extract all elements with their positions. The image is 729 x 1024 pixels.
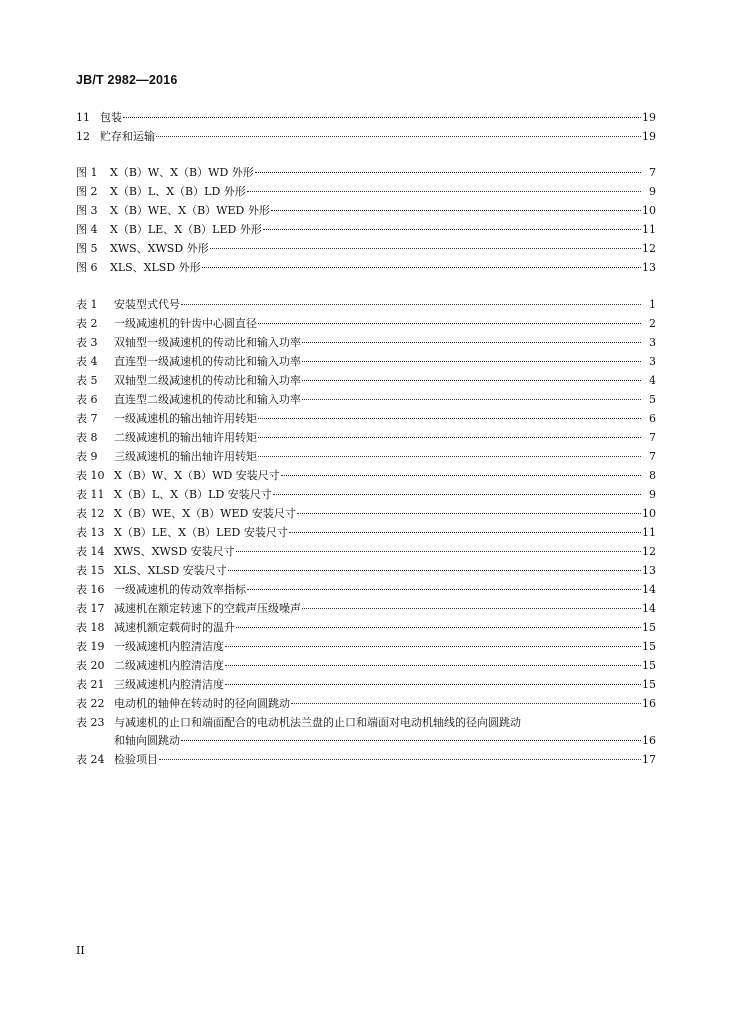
toc-entry-title: 贮存和运输 xyxy=(100,130,155,143)
dot-leader xyxy=(258,417,641,419)
toc-entry-page: 11 xyxy=(642,223,656,236)
toc-entry-table-12[interactable] xyxy=(76,504,656,523)
toc-tables-list xyxy=(76,295,656,713)
toc-entry-page: 10 xyxy=(642,507,656,520)
toc-entry-title: XLS、XLSD 外形 xyxy=(110,261,201,274)
toc-tables-section xyxy=(76,295,656,769)
toc-entry-title: 减速机在额定转速下的空载声压级噪声 xyxy=(114,602,301,615)
toc-entry-table-22[interactable] xyxy=(76,694,656,713)
toc-entry-page: 15 xyxy=(642,640,656,653)
toc-entry-table-23[interactable] xyxy=(76,713,656,732)
toc-entry-title: X（B）LE、X（B）LED 外形 xyxy=(110,223,262,236)
toc-entry-number: 表 1 xyxy=(76,298,98,311)
toc-entry-table-11[interactable] xyxy=(76,485,656,504)
toc-entry-page: 9 xyxy=(649,185,656,198)
dot-leader xyxy=(291,702,641,704)
toc-entry-number: 表 24 xyxy=(76,753,105,766)
toc-entry-page: 17 xyxy=(642,753,656,766)
toc-entry-figure-1[interactable] xyxy=(76,163,656,182)
dot-leader xyxy=(263,228,641,230)
toc-entry-title: 减速机额定载荷时的温升 xyxy=(114,621,235,634)
dot-leader xyxy=(302,607,641,609)
toc-entry-table-20[interactable] xyxy=(76,656,656,675)
toc-entry-page: 12 xyxy=(642,545,656,558)
toc-entry-number: 表 5 xyxy=(76,374,98,387)
toc-entry-title: 三级减速机内腔清洁度 xyxy=(114,678,224,691)
toc-entry-page: 15 xyxy=(642,621,656,634)
toc-entry-table-21[interactable] xyxy=(76,675,656,694)
toc-entry-number: 表 2 xyxy=(76,317,98,330)
toc-entry-number: 图 5 xyxy=(76,242,98,255)
dot-leader xyxy=(225,683,641,685)
toc-entry-number: 表 11 xyxy=(76,488,105,501)
toc-entry-number: 图 2 xyxy=(76,185,98,198)
toc-entry-title: X（B）W、X（B）WD 安装尺寸 xyxy=(114,469,280,482)
toc-entry-table-15[interactable] xyxy=(76,561,656,580)
toc-entry-title: 一级减速机内腔清洁度 xyxy=(114,640,224,653)
toc-entry-title: XWS、XWSD 安装尺寸 xyxy=(114,545,235,558)
page-number-footer: II xyxy=(76,944,85,957)
toc-entry-table-10[interactable] xyxy=(76,466,656,485)
toc-entry-clause-2[interactable] xyxy=(76,127,656,146)
toc-entry-page: 13 xyxy=(642,261,656,274)
toc-entry-title: 检验项目 xyxy=(114,753,158,766)
dot-leader xyxy=(297,512,641,514)
toc-entry-title: X（B）L、X（B）LD 安装尺寸 xyxy=(114,488,272,501)
toc-entry-table-7[interactable] xyxy=(76,409,656,428)
toc-entry-title: X（B）L、X（B）LD 外形 xyxy=(110,185,246,198)
toc-entry-page: 3 xyxy=(649,355,656,368)
toc-entry-page: 8 xyxy=(649,469,656,482)
toc-entry-figure-4[interactable] xyxy=(76,220,656,239)
toc-entry-number: 11 xyxy=(76,111,90,124)
toc-entry-page: 2 xyxy=(649,317,656,330)
dot-leader xyxy=(156,135,641,137)
toc-entry-page: 16 xyxy=(642,734,656,747)
toc-entry-title: 一级减速机的输出轴许用转矩 xyxy=(114,412,257,425)
toc-entry-number: 表 4 xyxy=(76,355,98,368)
toc-entry-number: 表 8 xyxy=(76,431,98,444)
toc-entry-table-19[interactable] xyxy=(76,637,656,656)
dot-leader xyxy=(123,116,641,118)
toc-entry-number: 表 10 xyxy=(76,469,105,482)
toc-entry-number: 表 17 xyxy=(76,602,105,615)
toc-entry-page: 7 xyxy=(649,431,656,444)
toc-entry-figure-3[interactable] xyxy=(76,201,656,220)
dot-leader xyxy=(302,360,641,362)
toc-entry-page: 7 xyxy=(649,166,656,179)
toc-entry-title: 包装 xyxy=(100,111,122,124)
toc-entry-table-14[interactable] xyxy=(76,542,656,561)
toc-entry-number: 表 21 xyxy=(76,678,105,691)
toc-entry-table-5[interactable] xyxy=(76,371,656,390)
toc-entry-table-6[interactable] xyxy=(76,390,656,409)
dot-leader xyxy=(302,341,641,343)
toc-entry-page: 5 xyxy=(649,393,656,406)
toc-entry-title: 直连型二级减速机的传动比和输入功率 xyxy=(114,393,301,406)
toc-entry-title: 电动机的轴伸在转动时的径向圆跳动 xyxy=(114,697,290,710)
toc-entry-page: 16 xyxy=(642,697,656,710)
toc-entry-number: 表 7 xyxy=(76,412,98,425)
dot-leader xyxy=(181,303,641,305)
toc-entry-table-8[interactable] xyxy=(76,428,656,447)
toc-entry-title: 二级减速机内腔清洁度 xyxy=(114,659,224,672)
dot-leader xyxy=(271,209,641,211)
dot-leader xyxy=(247,190,641,192)
toc-entry-number: 表 22 xyxy=(76,697,105,710)
toc-entry-number: 表 14 xyxy=(76,545,105,558)
toc-entry-title: 与减速机的止口和端面配合的电动机法兰盘的止口和端面对电动机轴线的径向圆跳动 xyxy=(114,716,521,729)
toc-entry-table-13[interactable] xyxy=(76,523,656,542)
toc-entry-page: 14 xyxy=(642,602,656,615)
toc-entry-number: 图 1 xyxy=(76,166,98,179)
dot-leader xyxy=(247,588,641,590)
dot-leader xyxy=(273,493,641,495)
dot-leader xyxy=(258,436,641,438)
toc-entry-title: X（B）WE、X（B）WED 外形 xyxy=(110,204,270,217)
toc-entry-number: 表 23 xyxy=(76,716,105,729)
toc-entry-title: 安装型式代号 xyxy=(114,298,180,311)
toc-entry-page: 7 xyxy=(649,450,656,463)
standard-code-header: JB/T 2982—2016 xyxy=(76,73,178,87)
toc-entry-figure-6[interactable] xyxy=(76,258,656,277)
dot-leader xyxy=(258,322,641,324)
toc-entry-page: 12 xyxy=(642,242,656,255)
dot-leader xyxy=(210,247,641,249)
toc-entry-number: 表 15 xyxy=(76,564,105,577)
toc-entry-title: 直连型一级减速机的传动比和输入功率 xyxy=(114,355,301,368)
toc-entry-page: 1 xyxy=(649,298,656,311)
dot-leader xyxy=(302,398,641,400)
toc-entry-number: 表 20 xyxy=(76,659,105,672)
toc-entry-number: 图 6 xyxy=(76,261,98,274)
toc-entry-page: 4 xyxy=(649,374,656,387)
toc-entry-table-9[interactable] xyxy=(76,447,656,466)
toc-entry-title: 三级减速机的输出轴许用转矩 xyxy=(114,450,257,463)
dot-leader xyxy=(255,171,641,173)
dot-leader xyxy=(258,455,641,457)
toc-entry-title: 二级减速机的输出轴许用转矩 xyxy=(114,431,257,444)
toc-entry-table-17[interactable] xyxy=(76,599,656,618)
toc-entry-figure-5[interactable] xyxy=(76,239,656,258)
dot-leader xyxy=(159,758,641,760)
toc-entry-table-23-continuation[interactable] xyxy=(76,732,656,750)
toc-entry-title: X（B）LE、X（B）LED 安装尺寸 xyxy=(114,526,288,539)
toc-entry-table-24[interactable] xyxy=(76,750,656,769)
toc-entry-number: 表 12 xyxy=(76,507,105,520)
dot-leader xyxy=(202,266,641,268)
toc-clauses-section xyxy=(76,108,656,146)
toc-entry-page: 13 xyxy=(642,564,656,577)
toc-entry-number: 表 6 xyxy=(76,393,98,406)
toc-entry-title: X（B）W、X（B）WD 外形 xyxy=(110,166,254,179)
toc-entry-page: 15 xyxy=(642,659,656,672)
dot-leader xyxy=(289,531,641,533)
toc-entry-number: 表 13 xyxy=(76,526,105,539)
toc-entry-title: 双轴型二级减速机的传动比和输入功率 xyxy=(114,374,301,387)
toc-entry-table-3[interactable] xyxy=(76,333,656,352)
toc-entry-page: 6 xyxy=(649,412,656,425)
toc-entry-title: 一级减速机的针齿中心圆直径 xyxy=(114,317,257,330)
dot-leader xyxy=(225,664,641,666)
toc-entry-page: 11 xyxy=(642,526,656,539)
toc-entry-clause-1[interactable] xyxy=(76,108,656,127)
toc-entry-figure-2[interactable] xyxy=(76,182,656,201)
toc-entry-number: 表 9 xyxy=(76,450,98,463)
toc-entry-page: 14 xyxy=(642,583,656,596)
dot-leader xyxy=(302,379,641,381)
toc-figures-section xyxy=(76,163,656,277)
toc-entry-page: 19 xyxy=(642,111,656,124)
toc-entry-page: 3 xyxy=(649,336,656,349)
toc-entry-table-4[interactable] xyxy=(76,352,656,371)
toc-entry-page: 9 xyxy=(649,488,656,501)
toc-entry-page: 10 xyxy=(642,204,656,217)
dot-leader xyxy=(181,739,641,741)
dot-leader xyxy=(236,550,641,552)
toc-entry-number: 表 18 xyxy=(76,621,105,634)
toc-entry-number: 表 16 xyxy=(76,583,105,596)
toc-entry-title: 一级减速机的传动效率指标 xyxy=(114,583,246,596)
dot-leader xyxy=(236,626,641,628)
toc-entry-table-2[interactable] xyxy=(76,314,656,333)
toc-entry-page: 19 xyxy=(642,130,656,143)
dot-leader xyxy=(281,474,641,476)
toc-entry-table-16[interactable] xyxy=(76,580,656,599)
toc-entry-title: XLS、XLSD 安装尺寸 xyxy=(114,564,227,577)
toc-entry-title: XWS、XWSD 外形 xyxy=(110,242,209,255)
toc-entry-number: 表 19 xyxy=(76,640,105,653)
toc-entry-page: 15 xyxy=(642,678,656,691)
toc-entry-title-continued: 和轴向圆跳动 xyxy=(114,734,180,747)
toc-entry-number: 图 3 xyxy=(76,204,98,217)
toc-entry-number: 表 3 xyxy=(76,336,98,349)
toc-entry-number: 12 xyxy=(76,130,90,143)
dot-leader xyxy=(225,645,641,647)
toc-entry-table-1[interactable] xyxy=(76,295,656,314)
toc-entry-table-18[interactable] xyxy=(76,618,656,637)
dot-leader xyxy=(228,569,641,571)
toc-entry-title: X（B）WE、X（B）WED 安装尺寸 xyxy=(114,507,296,520)
toc-entry-number: 图 4 xyxy=(76,223,98,236)
toc-entry-title: 双轴型一级减速机的传动比和输入功率 xyxy=(114,336,301,349)
